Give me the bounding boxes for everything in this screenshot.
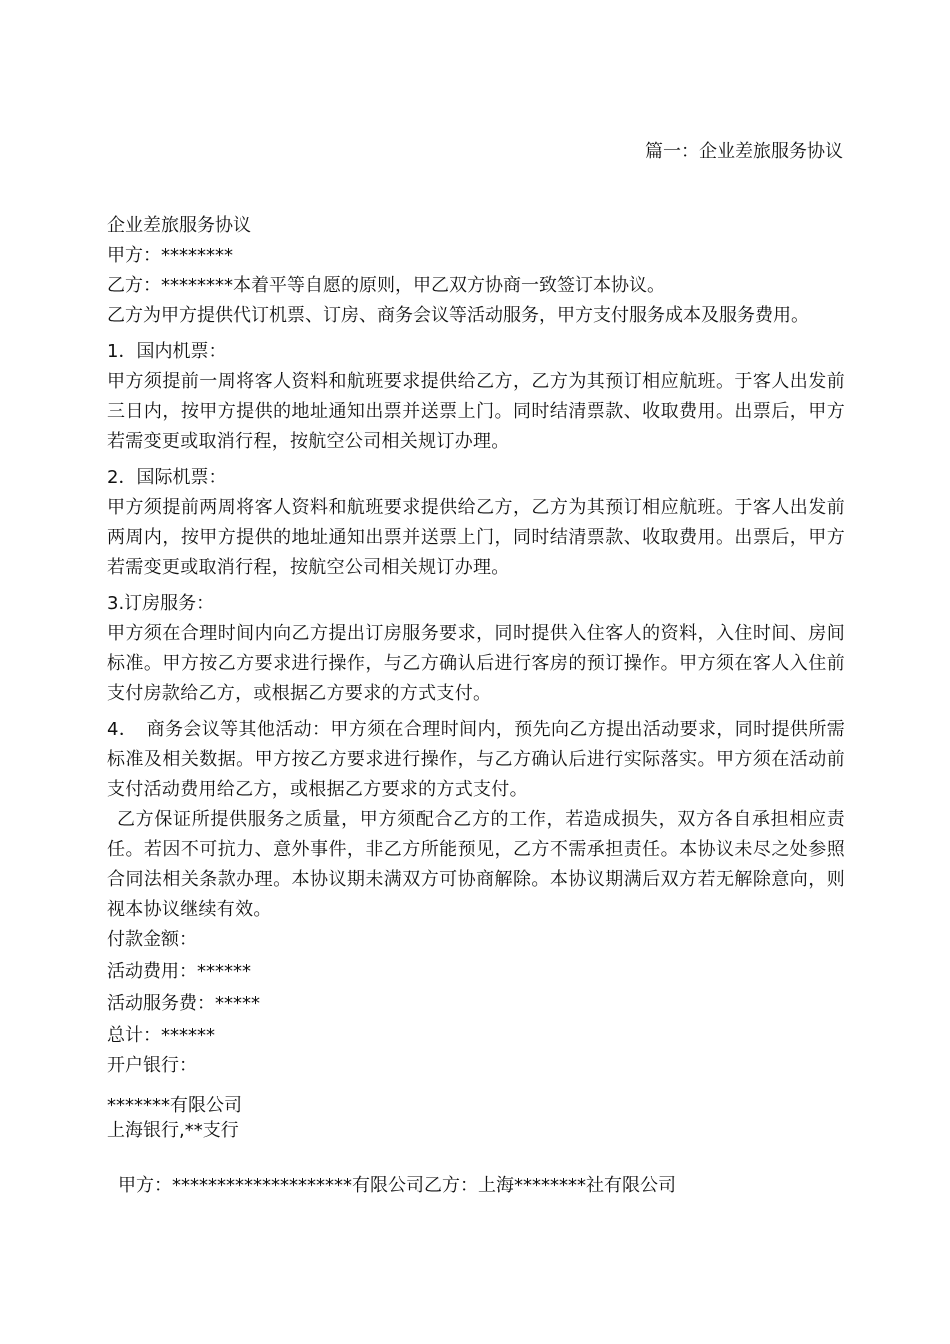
section4-text: 4． 商务会议等其他活动：甲方须在合理时间内，预先向乙方提出活动要求，同时提供所需标准及相关数据。甲方按乙方要求进行操作，与乙方确认后进行实际落实。甲方须在活动前支付活动费用给乙方，或根据乙方要求的方式支付。 <box>107 719 845 800</box>
section1-heading: 1．国内机票： <box>107 341 227 362</box>
section3-text: 甲方须在合理时间内向乙方提出订房服务要求，同时提供入住客人的资料，入住时间、房间标准。甲方按乙方要求进行操作，与乙方确认后进行客房的预订操作。甲方须在客人入住前支付房款给乙方，或根据乙方要求的方式支付。 <box>107 623 845 704</box>
section2-text: 甲方须提前两周将客人资料和航班要求提供给乙方，乙方为其预订相应航班。于客人出发前两周内，按甲方提供的地址通知出票并送票上门，同时结清票款、收取费用。出票后，甲方若需变更或取消行程，按航空公司相关规订办理。 <box>107 497 845 578</box>
section1-text: 甲方须提前一周将客人资料和航班要求提供给乙方，乙方为其预订相应航班。于客人出发前三日内，按甲方提供的地址通知出票并送票上门。同时结清票款、收取费用。出票后，甲方若需变更或取消行程，按航空公司相关规订办理。 <box>107 371 845 452</box>
document-title: 企业差旅服务协议 <box>107 215 251 236</box>
liability-clause: 乙方保证所提供服务之质量，甲方须配合乙方的工作，若造成损失，双方各自承担相应责任。若因不可抗力、意外事件，非乙方所能预见，乙方不需承担责任。本协议未尽之处参照合同法相关条款办理。本协议期未满双方可协商解除。本协议期满后双方若无解除意向，则视本协议继续有效。 <box>107 809 845 920</box>
party-a-line: 甲方：******** <box>107 245 233 266</box>
signature-line: 甲方：********************有限公司乙方：上海********社有限公司 <box>118 1175 676 1196</box>
total-amount: 总计：****** <box>107 1025 215 1046</box>
section2-heading: 2．国际机票： <box>107 467 227 488</box>
payment-heading: 付款金额： <box>107 929 197 950</box>
party-b-intro: 乙方：********本着平等自愿的原则，甲乙双方协商一致签订本协议。 <box>107 275 665 296</box>
activity-fee: 活动费用：****** <box>107 961 251 982</box>
bank-company: *******有限公司 <box>107 1095 242 1116</box>
document-body <box>107 211 845 1143</box>
bank-branch: 上海银行,**支行 <box>107 1120 239 1141</box>
service-fee: 活动服务费：***** <box>107 993 260 1014</box>
bank-label: 开户银行： <box>107 1055 197 1076</box>
header-title: 篇一：企业差旅服务协议 <box>645 141 843 162</box>
section3-heading: 3.订房服务： <box>107 593 215 614</box>
service-scope: 乙方为甲方提供代订机票、订房、商务会议等活动服务，甲方支付服务成本及服务费用。 <box>107 305 809 326</box>
